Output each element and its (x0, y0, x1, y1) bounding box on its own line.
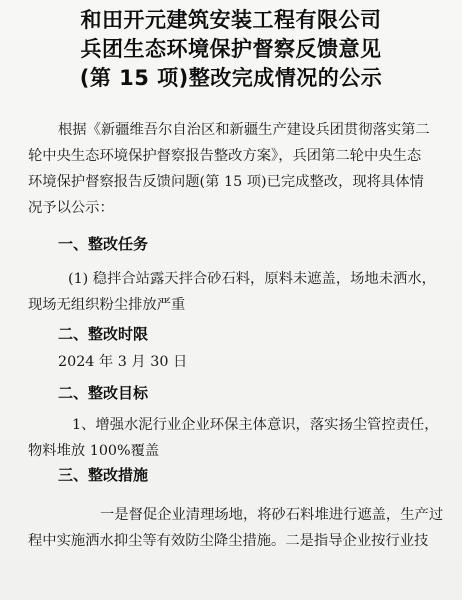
task-paragraph (28, 266, 448, 318)
deadline-date: 2024 年 3 月 30 日 (58, 354, 188, 370)
intro-paragraph (28, 117, 446, 221)
task-line: (1) 稳拌合站露天拌合砂石料，原料未遮盖，场地未洒水， (68, 271, 436, 287)
section-heading-deadline: 二、整改时限 (58, 325, 149, 343)
intro-line: 况予以公示： (28, 200, 114, 216)
measures-line: 一是督促企业清理场地，将砂石料堆进行遮盖，生产过 (100, 507, 444, 523)
section-heading-task: 一、整改任务 (58, 235, 149, 253)
goal-line: 1、增强水泥行业企业环保主体意识，落实扬尘管控责任， (72, 417, 439, 433)
measures-line: 程中实施洒水抑尘等有效防尘降尘措施。二是指导企业按行业技 (28, 533, 429, 549)
title-line-company: 和田开元建筑安装工程有限公司 (80, 8, 382, 32)
document-title (0, 6, 462, 93)
section-heading-measures: 三、整改措施 (58, 466, 149, 484)
intro-line: 根据《新疆维吾尔自治区和新疆生产建设兵团贯彻落实第二 (58, 122, 430, 138)
title-line-item: (第 15 项)整改完成情况的公示 (79, 66, 383, 90)
title-line-subject: 兵团生态环境保护督察反馈意见 (80, 37, 382, 61)
measures-paragraph (28, 502, 448, 554)
task-line: 现场无组织粉尘排放严重 (28, 297, 186, 313)
goal-line: 物料堆放 100%覆盖 (28, 443, 160, 459)
section-heading-goal: 二、整改目标 (58, 384, 149, 402)
intro-line: 轮中央生态环境保护督察报告整改方案》，兵团第二轮中央生态 (28, 148, 422, 164)
intro-line: 环境保护督察报告反馈问题(第 15 项)已完成整改，现将具体情 (28, 174, 424, 190)
goal-paragraph (28, 412, 448, 464)
